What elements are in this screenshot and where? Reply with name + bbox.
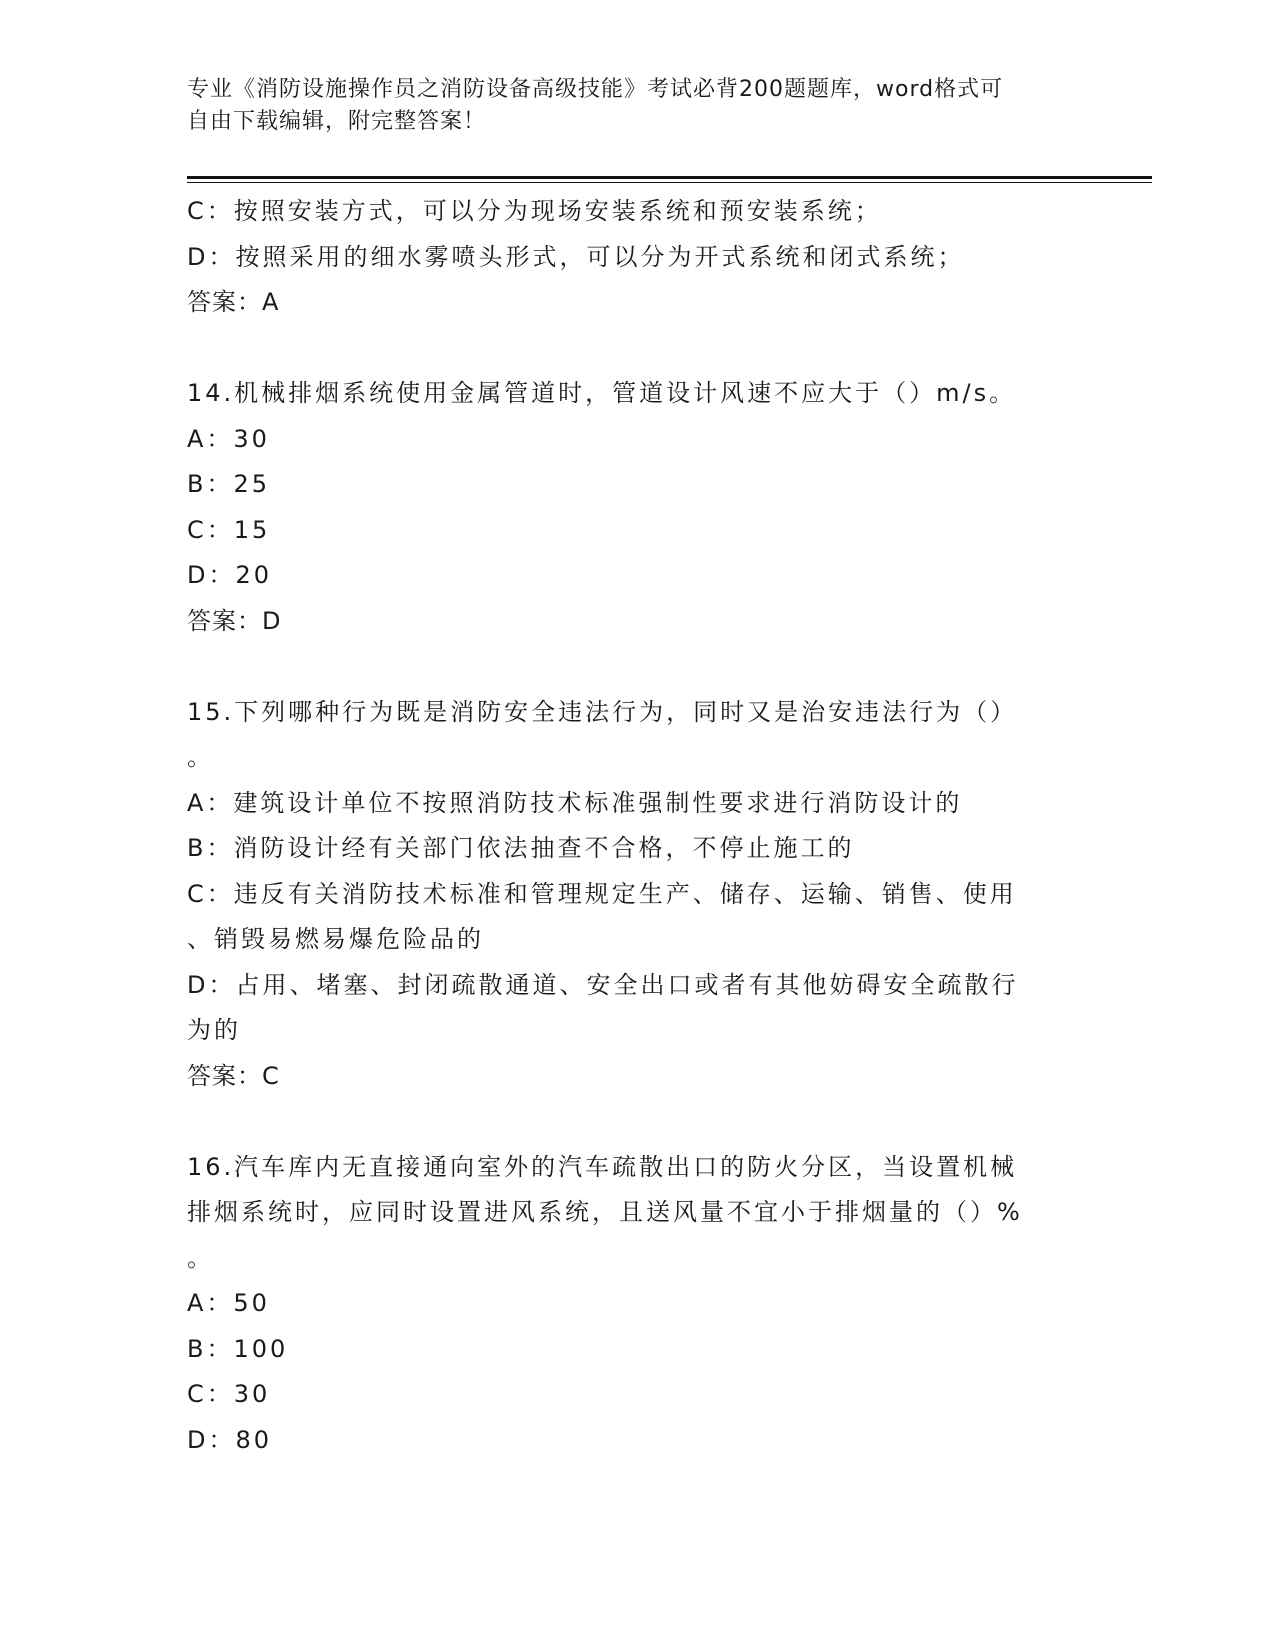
option-b: B：100	[187, 1334, 289, 1363]
spacer	[187, 1099, 1077, 1145]
header-rule-thin	[187, 182, 1152, 183]
option-c: C：违反有关消防技术标准和管理规定生产、储存、运输、销售、使用	[187, 879, 1017, 908]
answer-line: 答案：A	[187, 288, 280, 316]
question-14	[187, 371, 1077, 644]
header-rule-thick	[187, 176, 1152, 179]
option-c: C：15	[187, 515, 271, 544]
option-b: B：25	[187, 470, 271, 498]
option-b: B：消防设计经有关部门依法抽查不合格，不停止施工的	[187, 834, 855, 862]
document-header	[187, 74, 1067, 138]
spacer	[187, 326, 1077, 372]
question-stem-continued: 排烟系统时，应同时设置进风系统，且送风量不宜小于排烟量的（）%	[187, 1198, 1023, 1226]
question-15	[187, 690, 1077, 1100]
question-stem: 16.汽车库内无直接通向室外的汽车疏散出口的防火分区，当设置机械	[187, 1152, 1018, 1181]
option-c: C：按照安装方式，可以分为现场安装系统和预安装系统；	[187, 197, 882, 225]
question-stem-continued: 。	[187, 1243, 214, 1272]
question-content	[187, 189, 1077, 1463]
answer-line: 答案：C	[187, 1061, 280, 1090]
option-a: A：30	[187, 424, 270, 453]
option-d-continued: 为的	[187, 1016, 241, 1044]
option-c: C：30	[187, 1380, 271, 1408]
option-d: D：按照采用的细水雾喷头形式，可以分为开式系统和闭式系统；	[187, 242, 965, 271]
answer-line: 答案：D	[187, 606, 282, 635]
option-d: D：80	[187, 1425, 273, 1454]
spacer	[187, 644, 1077, 690]
option-a: A：建筑设计单位不按照消防技术标准强制性要求进行消防设计的	[187, 788, 963, 817]
option-c-continued: 、销毁易燃易爆危险品的	[187, 925, 484, 953]
question-13-continuation	[187, 189, 1077, 326]
option-d: D：20	[187, 561, 273, 589]
option-a: A：50	[187, 1289, 270, 1317]
header-line-1: 专业《消防设施操作员之消防设备高级技能》考试必背200题题库，word格式可	[187, 77, 1004, 102]
question-stem-continued: 。	[187, 743, 214, 771]
question-16	[187, 1145, 1077, 1464]
question-stem: 14.机械排烟系统使用金属管道时，管道设计风速不应大于（）m/s。	[187, 379, 1017, 407]
header-line-2: 自由下载编辑，附完整答案！	[187, 109, 487, 134]
question-stem: 15.下列哪种行为既是消防安全违法行为，同时又是治安违法行为（）	[187, 697, 1018, 726]
option-d: D：占用、堵塞、封闭疏散通道、安全出口或者有其他妨碍安全疏散行	[187, 970, 1019, 999]
